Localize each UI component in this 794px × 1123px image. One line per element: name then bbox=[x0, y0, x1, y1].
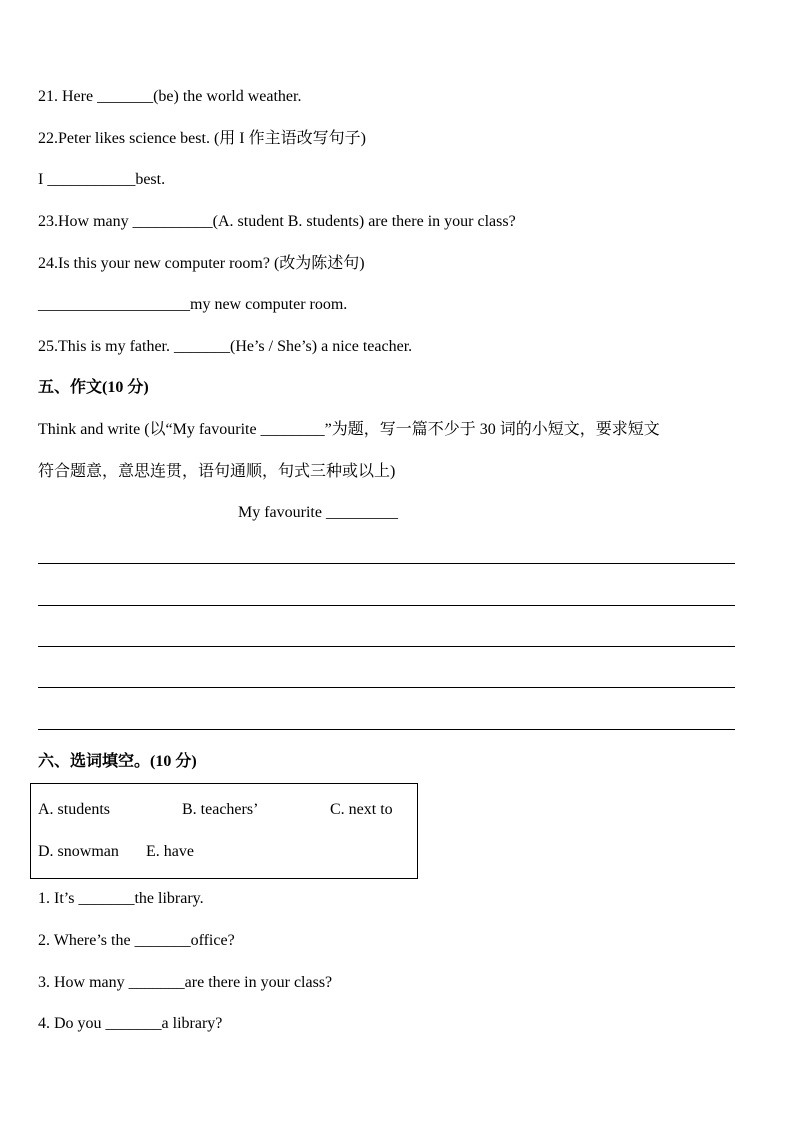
question-22: 22.Peter likes science best. (用 I 作主语改写句子) bbox=[38, 130, 366, 147]
word-option-c: C. next to bbox=[330, 801, 393, 818]
question-24: 24.Is this your new computer room? (改为陈述句) bbox=[38, 255, 365, 272]
fill-item-3: 3. How many _______are there in your class? bbox=[38, 974, 333, 991]
writing-instruction-line-2: 符合题意，意思连贯，语句通顺，句式三种或以上) bbox=[38, 463, 396, 480]
writing-instruction-line-1: Think and write (以“My favourite ________”为题，写一篇不少于 30 词的小短文，要求短文 bbox=[38, 421, 660, 438]
writing-line-1 bbox=[38, 563, 735, 564]
section-6-heading: 六、选词填空。(10 分) bbox=[38, 753, 197, 770]
fill-item-2: 2. Where’s the _______office? bbox=[38, 932, 235, 949]
word-option-a: A. students bbox=[38, 801, 110, 818]
fill-item-1: 1. It’s _______the library. bbox=[38, 890, 204, 907]
writing-line-5 bbox=[38, 729, 735, 730]
question-25: 25.This is my father. _______(He’s / She’s) a nice teacher. bbox=[38, 338, 413, 355]
word-bank-box bbox=[30, 783, 418, 879]
section-5-heading: 五、作文(10 分) bbox=[38, 379, 149, 396]
word-option-d: D. snowman bbox=[38, 843, 119, 860]
composition-title: My favourite _________ bbox=[238, 504, 398, 521]
writing-line-4 bbox=[38, 687, 735, 688]
question-23: 23.How many __________(A. student B. students) are there in your class? bbox=[38, 213, 516, 230]
question-22-answer-line: I ___________best. bbox=[38, 171, 166, 188]
question-24-answer-line: ___________________my new computer room. bbox=[38, 296, 348, 313]
question-21: 21. Here _______(be) the world weather. bbox=[38, 88, 302, 105]
word-option-e: E. have bbox=[146, 843, 194, 860]
writing-line-2 bbox=[38, 605, 735, 606]
fill-item-4: 4. Do you _______a library? bbox=[38, 1015, 223, 1032]
word-option-b: B. teachers’ bbox=[182, 801, 259, 818]
writing-line-3 bbox=[38, 646, 735, 647]
